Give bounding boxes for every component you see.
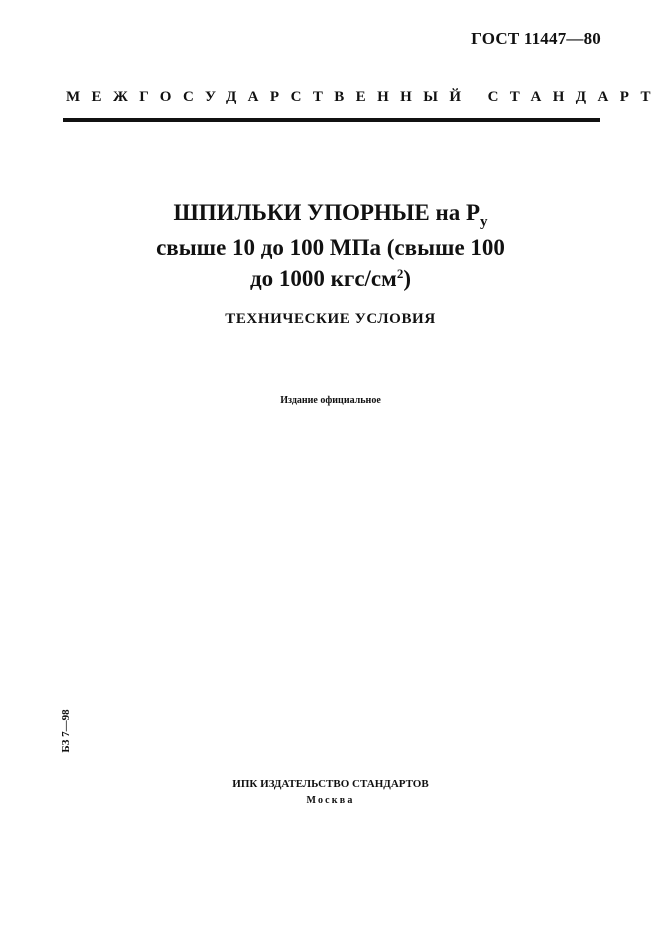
title-line-1 [0,197,661,232]
title-line-3-text: до 1000 кгс/см [250,266,397,291]
publisher-name: ИПК ИЗДАТЕЛЬСТВО СТАНДАРТОВ [232,778,429,790]
edition-note: Издание официальное [280,395,381,406]
publisher-city: Москва [306,795,355,806]
title-line-3 [0,263,661,297]
header-divider [63,118,600,122]
unit-superscript: 2 [396,266,404,281]
document-code: ГОСТ 11447—80 [471,29,601,48]
document-subtitle: ТЕХНИЧЕСКИЕ УСЛОВИЯ [225,311,436,327]
standard-type-heading: МЕЖГОСУДАРСТВЕННЫЙ СТАНДАРТ [66,89,662,105]
document-title [0,197,661,297]
pressure-subscript: у [480,214,488,230]
title-line-2: свыше 10 до 100 МПа (свыше 100 [156,235,505,260]
title-line-1-text: ШПИЛЬКИ УПОРНЫЕ на Р [173,200,481,225]
side-code: БЗ 7—98 [60,709,72,753]
title-line-3-end: ) [403,266,411,291]
